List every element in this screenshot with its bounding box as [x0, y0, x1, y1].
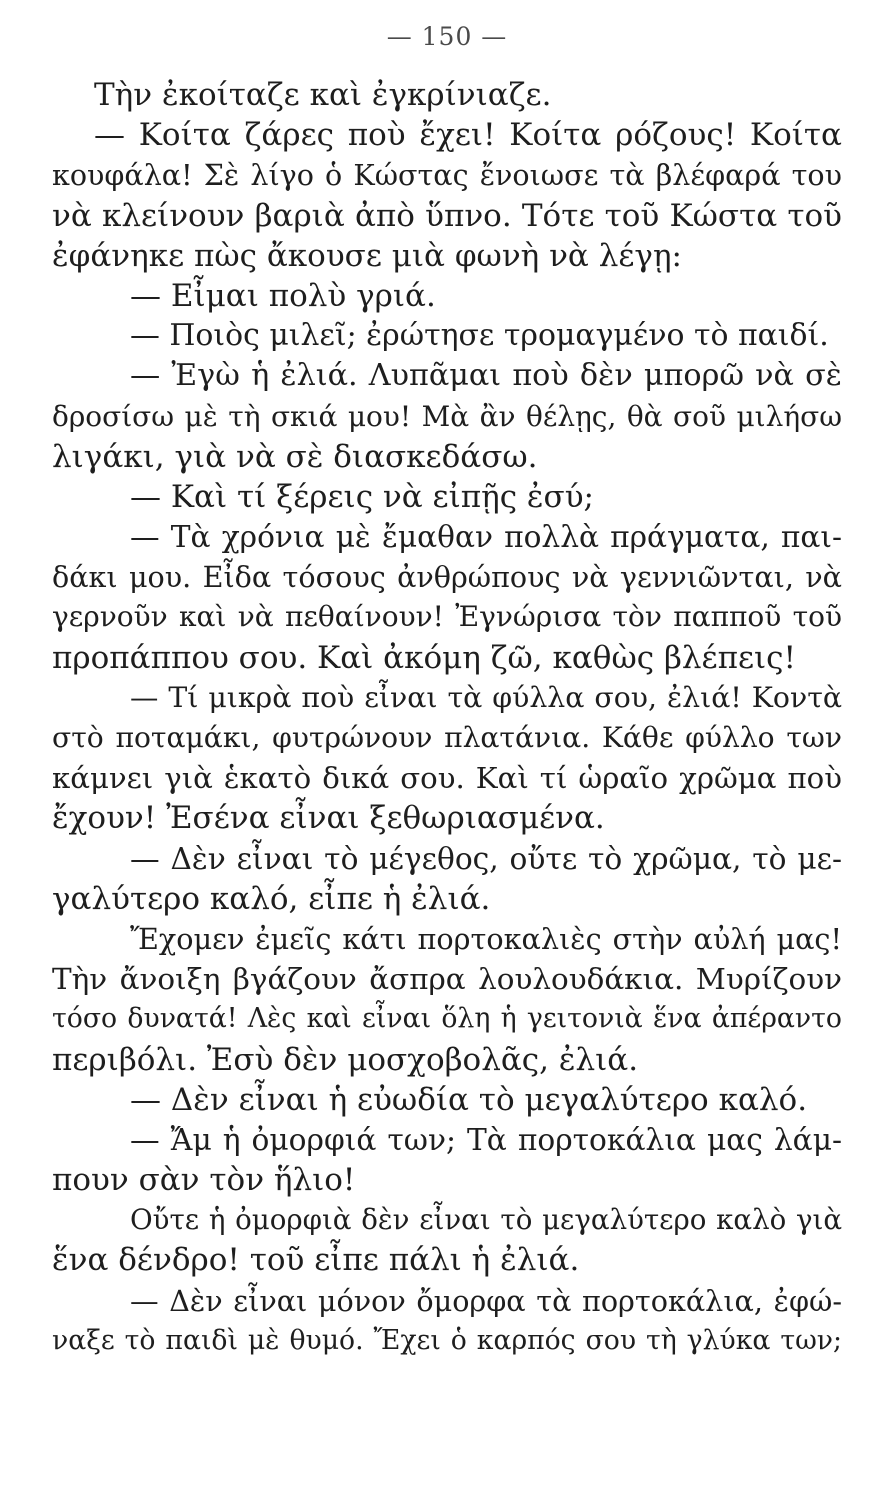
text-line: — Δὲν εἶναι τὸ μέγεθος, οὔτε τὸ χρῶμα, τὸ με- — [130, 840, 842, 876]
text-line: — Ποιὸς μιλεῖ; ἐρώτησε τρομαγμένο τὸ παιδί. — [130, 318, 829, 354]
text-line: γαλύτερο καλό, εἶπε ἡ ἐλιά. — [52, 880, 491, 917]
text-line: κουφάλα! Σὲ λίγο ὁ Κώστας ἔνοιωσε τὰ βλέφαρά του — [52, 158, 842, 193]
text-line: νὰ κλείνουν βαριὰ ἀπὸ ὕπνο. Τότε τοῦ Κώστα τοῦ — [52, 197, 842, 234]
text-line: κάμνει γιὰ ἑκατὸ δικά σου. Καὶ τί ὡραῖο χρῶμα ποὺ — [52, 761, 842, 796]
page-number: — 150 — — [386, 22, 508, 51]
text-line: ἕνα δένδρο! τοῦ εἶπε πάλι ἡ ἐλιά. — [52, 1242, 580, 1279]
text-line: Ἔχομεν ἐμεῖς κάτι πορτοκαλιὲς στὴν αὐλή μας! — [130, 921, 842, 956]
text-line: τόσο δυνατά! Λὲς καὶ εἶναι ὅλη ἡ γειτονιὰ ἕνα ἀπέραντο — [52, 1003, 842, 1035]
text-line: — Ἄμ ἡ ὀμορφιά των; Τὰ πορτοκάλια μας λάμ- — [130, 1121, 842, 1157]
text-line: — Ἐγὼ ἡ ἐλιά. Λυπᾶμαι ποὺ δὲν μπορῶ νὰ σὲ — [130, 358, 842, 394]
text-line: προπάππου σου. Καὶ ἀκόμη ζῶ, καθὼς βλέπεις! — [52, 639, 796, 676]
text-line: δροσίσω μὲ τὴ σκιά μου! Μὰ ἂν θέλῃς, θὰ σοῦ μιλήσω — [52, 399, 842, 433]
text-line: περιβόλι. Ἐσὺ δὲν μοσχοβολᾶς, ἐλιά. — [52, 1041, 639, 1078]
text-line: πουν σὰν τὸν ἥλιο! — [52, 1162, 356, 1199]
text-line: Οὔτε ἡ ὀμορφιὰ δὲν εἶναι τὸ μεγαλύτερο καλὸ γιὰ — [130, 1203, 842, 1237]
text-line: ναξε τὸ παιδὶ μὲ θυμό. Ἔχει ὁ καρπός σου τὴ γλύκα των; — [52, 1324, 842, 1356]
text-line: — Κοίτα ζάρες ποὺ ἔχει! Κοίτα ρόζους! Κοίτα — [94, 117, 842, 154]
text-line: στὸ ποταμάκι, φυτρώνουν πλατάνια. Κάθε φύλλο των — [52, 721, 842, 754]
text-line: λιγάκι, γιὰ νὰ σὲ διασκεδάσω. — [52, 438, 538, 475]
text-line: ἔχουν! Ἐσένα εἶναι ξεθωριασμένα. — [52, 800, 605, 837]
text-line: — Εἶμαι πολὺ γριά. — [130, 277, 436, 314]
body-text — [52, 75, 842, 1361]
text-line: — Δὲν εἶναι ἡ εὐωδία τὸ μεγαλύτερο καλό. — [130, 1081, 808, 1118]
text-line: Τὴν ἄνοιξη βγάζουν ἄσπρα λουλουδάκια. Μυρίζουν — [52, 962, 842, 997]
text-line: δάκι μου. Εἶδα τόσους ἀνθρώπους νὰ γεννιῶνται, νὰ — [52, 560, 842, 595]
text-line: — Τί μικρὰ ποὺ εἶναι τὰ φύλλα σου, ἐλιά! Κοντὰ — [130, 680, 842, 714]
text-line: Τὴν ἐκοίταζε καὶ ἐγκρίνιαζε. — [94, 77, 552, 113]
text-line: — Δὲν εἶναι μόνον ὄμορφα τὰ πορτοκάλια, ἐφώ- — [130, 1283, 842, 1318]
text-line: γερνοῦν καὶ νὰ πεθαίνουν! Ἐγνώρισα τὸν παπποῦ τοῦ — [52, 600, 842, 634]
text-line: — Τὰ χρόνια μὲ ἔμαθαν πολλὰ πράγματα, παι- — [130, 520, 842, 555]
text-line: — Καὶ τί ξέρεις νὰ εἰπῇς ἐσύ; — [130, 478, 595, 515]
text-line: ἐφάνηκε πὼς ἄκουσε μιὰ φωνὴ νὰ λέγῃ: — [52, 237, 682, 274]
